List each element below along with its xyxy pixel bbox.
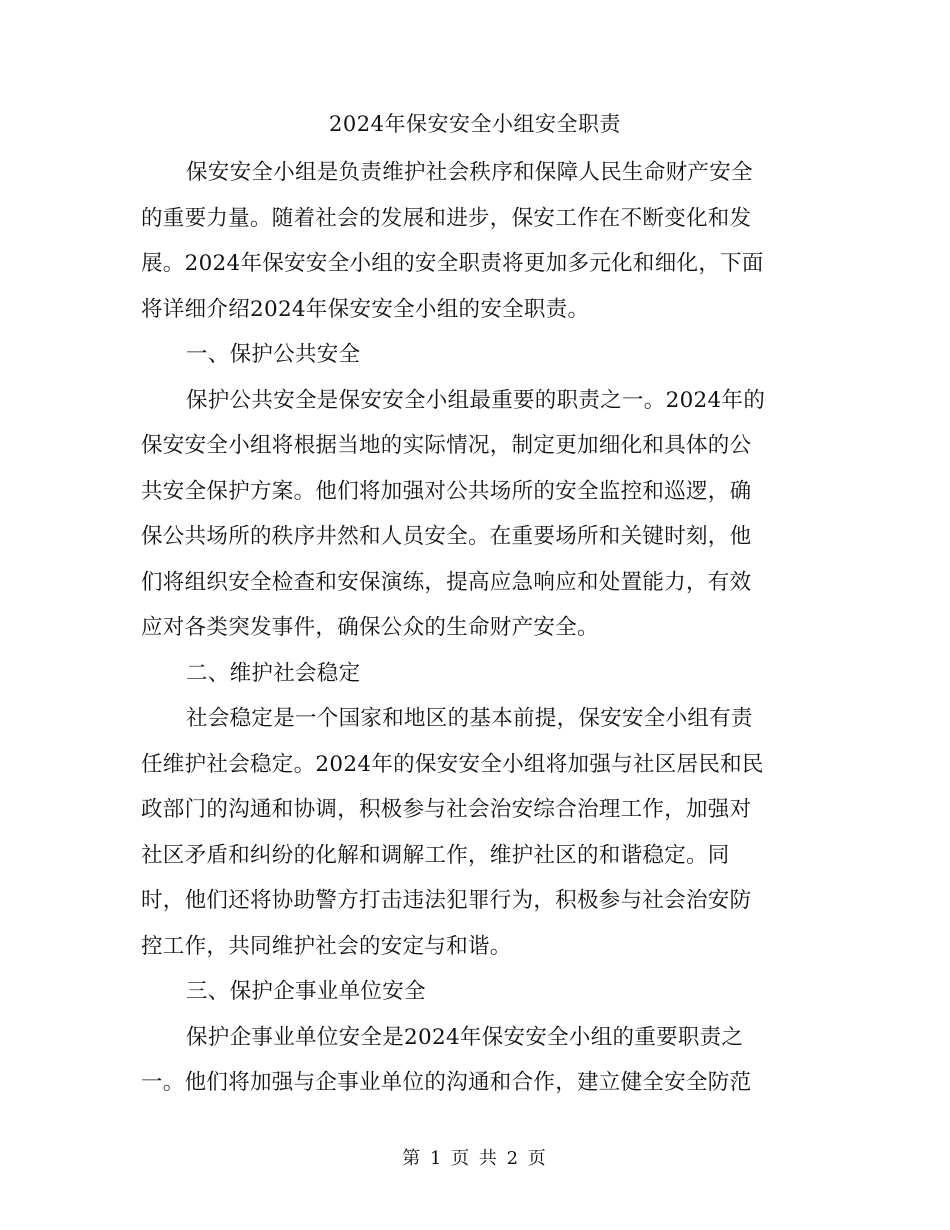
document-title: 2024年保安安全小组安全职责 <box>329 112 621 136</box>
section-heading: 三、保护企事业单位安全 <box>186 979 426 1004</box>
paragraph-line: 一。他们将加强与企事业单位的沟通和合作，建立健全安全防范 <box>141 1070 752 1095</box>
paragraph-line: 保护公共安全是保安安全小组最重要的职责之一。2024年的 <box>186 387 766 413</box>
section-heading: 二、维护社会稳定 <box>186 660 361 686</box>
paragraph-line: 的重要力量。随着社会的发展和进步，保安工作在不断变化和发 <box>141 205 752 231</box>
paragraph-line: 保护企事业单位安全是2024年保安安全小组的重要职责之 <box>186 1024 744 1050</box>
paragraph-line: 保公共场所的秩序井然和人员安全。在重要场所和关键时刻，他 <box>141 524 752 549</box>
paragraph-line: 社区矛盾和纠纷的化解和调解工作，维护社区的和谐稳定。同 <box>141 842 730 868</box>
paragraph-line: 应对各类突发事件，确保公众的生命财产安全。 <box>141 615 599 640</box>
paragraph-line: 任维护社会稳定。2024年的保安安全小组将加强与社区居民和民 <box>141 751 764 777</box>
paragraph-line: 将详细介绍2024年保安安全小组的安全职责。 <box>141 296 590 322</box>
page-footer: 第 1 页 共 2 页 <box>402 1148 548 1169</box>
paragraph-line: 社会稳定是一个国家和地区的基本前提，保安安全小组有责 <box>186 706 753 731</box>
paragraph-line: 控工作，共同维护社会的安定与和谐。 <box>141 933 512 959</box>
paragraph-line: 时，他们还将协助警方打击违法犯罪行为，积极参与社会治安防 <box>141 888 752 913</box>
paragraph-line: 保安安全小组是负责维护社会秩序和保障人民生命财产安全 <box>186 160 753 185</box>
paragraph-line: 们将组织安全检查和安保演练，提高应急响应和处置能力，有效 <box>141 569 752 595</box>
paragraph-line: 展。2024年保安安全小组的安全职责将更加多元化和细化，下面 <box>141 251 764 276</box>
paragraph-line: 政部门的沟通和协调，积极参与社会治安综合治理工作，加强对 <box>141 797 752 822</box>
paragraph-line: 保安安全小组将根据当地的实际情况，制定更加细化和具体的公 <box>141 433 752 458</box>
paragraph-line: 共安全保护方案。他们将加强对公共场所的安全监控和巡逻，确 <box>141 478 752 504</box>
section-heading: 一、保护公共安全 <box>186 342 361 367</box>
document-body <box>141 150 821 1106</box>
